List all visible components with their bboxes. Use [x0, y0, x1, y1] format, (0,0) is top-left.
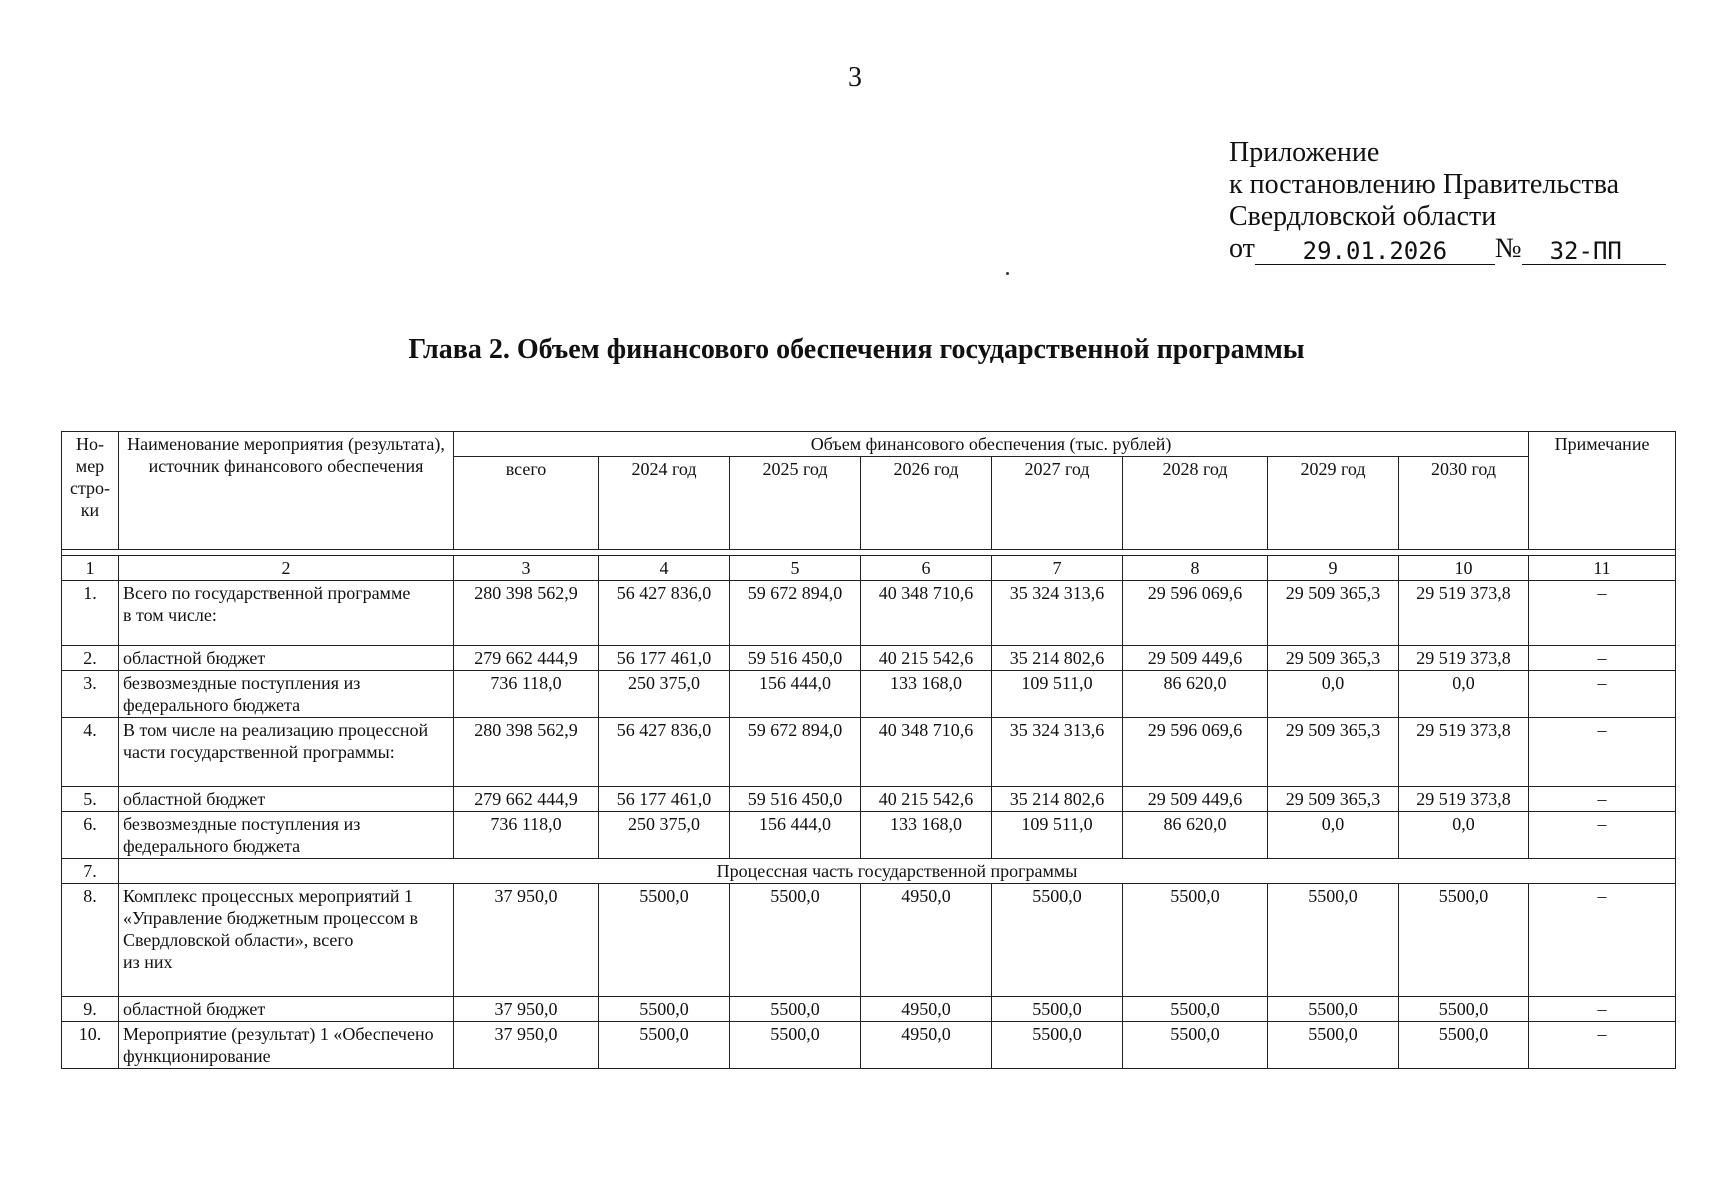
note-cell: –	[1529, 997, 1676, 1022]
value-cell: 56 177 461,0	[599, 787, 730, 812]
decree-number: 32-ПП	[1522, 238, 1666, 265]
section-title: Процессная часть государственной программы	[119, 859, 1676, 884]
value-cell: 59 516 450,0	[730, 787, 861, 812]
value-cell: 5500,0	[599, 884, 730, 997]
column-number: 9	[1268, 556, 1399, 581]
value-cell: 86 620,0	[1123, 671, 1268, 718]
value-cell: 156 444,0	[730, 812, 861, 859]
value-cell: 37 950,0	[454, 1022, 599, 1069]
value-cell: 29 509 449,6	[1123, 646, 1268, 671]
note-cell: –	[1529, 718, 1676, 787]
value-cell: 156 444,0	[730, 671, 861, 718]
header-2025: 2025 год	[730, 457, 861, 550]
value-cell: 35 324 313,6	[992, 718, 1123, 787]
row-name: Всего по государственной программе в том числе:	[119, 581, 454, 646]
row-number: 6.	[62, 812, 119, 859]
header-2026: 2026 год	[861, 457, 992, 550]
row-name: В том числе на реализацию процессной части государственной программы:	[119, 718, 454, 787]
value-cell: 59 672 894,0	[730, 718, 861, 787]
value-cell: 250 375,0	[599, 812, 730, 859]
value-cell: 5500,0	[1123, 997, 1268, 1022]
value-cell: 29 519 373,8	[1399, 787, 1529, 812]
header-row	[62, 432, 1676, 457]
value-cell: 5500,0	[599, 1022, 730, 1069]
value-cell: 5500,0	[1399, 1022, 1529, 1069]
column-number: 1	[62, 556, 119, 581]
value-cell: 280 398 562,9	[454, 581, 599, 646]
financing-table	[61, 431, 1676, 1069]
row-number: 4.	[62, 718, 119, 787]
note-cell: –	[1529, 1022, 1676, 1069]
column-number: 2	[119, 556, 454, 581]
number-label: №	[1494, 233, 1522, 264]
appendix-line1: Приложение	[1229, 137, 1380, 168]
value-cell: 29 519 373,8	[1399, 718, 1529, 787]
stray-dot	[1006, 272, 1009, 275]
value-cell: 133 168,0	[861, 812, 992, 859]
column-number: 10	[1399, 556, 1529, 581]
appendix-line3: Свердловской области	[1229, 201, 1497, 232]
value-cell: 109 511,0	[992, 812, 1123, 859]
value-cell: 40 348 710,6	[861, 718, 992, 787]
value-cell: 29 596 069,6	[1123, 718, 1268, 787]
value-cell: 5500,0	[1268, 884, 1399, 997]
value-cell: 56 427 836,0	[599, 718, 730, 787]
decree-date: 29.01.2026	[1255, 238, 1495, 265]
table-row	[62, 718, 1676, 787]
note-cell: –	[1529, 787, 1676, 812]
row-name: областной бюджет	[119, 646, 454, 671]
note-cell: –	[1529, 646, 1676, 671]
note-cell: –	[1529, 671, 1676, 718]
value-cell: 5500,0	[1123, 884, 1268, 997]
row-name: безвозмездные поступления из федерального бюджета	[119, 671, 454, 718]
column-number: 11	[1529, 556, 1676, 581]
column-number: 3	[454, 556, 599, 581]
value-cell: 86 620,0	[1123, 812, 1268, 859]
table-row	[62, 671, 1676, 718]
value-cell: 35 324 313,6	[992, 581, 1123, 646]
row-number: 2.	[62, 646, 119, 671]
value-cell: 280 398 562,9	[454, 718, 599, 787]
row-name: безвозмездные поступления из федерального бюджета	[119, 812, 454, 859]
table-row	[62, 581, 1676, 646]
value-cell: 5500,0	[730, 1022, 861, 1069]
appendix-block	[1229, 137, 1666, 265]
from-label: от	[1229, 233, 1255, 264]
value-cell: 29 509 365,3	[1268, 581, 1399, 646]
appendix-line2: к постановлению Правительства	[1229, 169, 1620, 200]
value-cell: 40 348 710,6	[861, 581, 992, 646]
note-cell: –	[1529, 884, 1676, 997]
section-row	[62, 859, 1676, 884]
value-cell: 5500,0	[730, 884, 861, 997]
header-row-number: Но- мер стро- ки	[62, 432, 119, 550]
table-row	[62, 1022, 1676, 1069]
row-number: 1.	[62, 581, 119, 646]
note-cell: –	[1529, 581, 1676, 646]
value-cell: 37 950,0	[454, 997, 599, 1022]
header-total: всего	[454, 457, 599, 550]
column-number: 7	[992, 556, 1123, 581]
value-cell: 109 511,0	[992, 671, 1123, 718]
value-cell: 56 177 461,0	[599, 646, 730, 671]
column-number: 6	[861, 556, 992, 581]
table-row	[62, 787, 1676, 812]
column-number-row	[62, 556, 1676, 581]
table-row	[62, 884, 1676, 997]
value-cell: 5500,0	[992, 884, 1123, 997]
header-note: Примечание	[1529, 432, 1676, 550]
value-cell: 59 516 450,0	[730, 646, 861, 671]
row-name: областной бюджет	[119, 997, 454, 1022]
header-2029: 2029 год	[1268, 457, 1399, 550]
row-number: 9.	[62, 997, 119, 1022]
header-2027: 2027 год	[992, 457, 1123, 550]
table-row	[62, 997, 1676, 1022]
value-cell: 0,0	[1399, 812, 1529, 859]
value-cell: 5500,0	[1123, 1022, 1268, 1069]
row-number: 3.	[62, 671, 119, 718]
value-cell: 29 519 373,8	[1399, 581, 1529, 646]
value-cell: 59 672 894,0	[730, 581, 861, 646]
row-name: Мероприятие (результат) 1 «Обеспечено функционирование	[119, 1022, 454, 1069]
header-2024: 2024 год	[599, 457, 730, 550]
value-cell: 4950,0	[861, 1022, 992, 1069]
row-number: 5.	[62, 787, 119, 812]
value-cell: 279 662 444,9	[454, 646, 599, 671]
value-cell: 29 509 365,3	[1268, 787, 1399, 812]
row-number: 10.	[62, 1022, 119, 1069]
value-cell: 5500,0	[1399, 997, 1529, 1022]
value-cell: 0,0	[1399, 671, 1529, 718]
header-name: Наименование мероприятия (результата), источник финансового обеспечения	[119, 432, 454, 550]
table-row	[62, 812, 1676, 859]
value-cell: 4950,0	[861, 997, 992, 1022]
value-cell: 29 596 069,6	[1123, 581, 1268, 646]
value-cell: 4950,0	[861, 884, 992, 997]
chapter-title: Глава 2. Объем финансового обеспечения государственной программы	[408, 334, 1305, 365]
note-cell: –	[1529, 812, 1676, 859]
value-cell: 29 509 365,3	[1268, 718, 1399, 787]
row-number: 7.	[62, 859, 119, 884]
row-name: Комплекс процессных мероприятий 1 «Управление бюджетным процессом в Свердловской области», всего из них	[119, 884, 454, 997]
page-number: 3	[848, 62, 862, 93]
column-number: 5	[730, 556, 861, 581]
table-row	[62, 646, 1676, 671]
appendix-date-line	[1229, 233, 1666, 265]
value-cell: 29 509 365,3	[1268, 646, 1399, 671]
value-cell: 37 950,0	[454, 884, 599, 997]
value-cell: 736 118,0	[454, 812, 599, 859]
value-cell: 250 375,0	[599, 671, 730, 718]
value-cell: 133 168,0	[861, 671, 992, 718]
value-cell: 5500,0	[992, 997, 1123, 1022]
value-cell: 5500,0	[1268, 997, 1399, 1022]
header-volume: Объем финансового обеспечения (тыс. рублей)	[454, 432, 1529, 457]
value-cell: 736 118,0	[454, 671, 599, 718]
value-cell: 29 519 373,8	[1399, 646, 1529, 671]
value-cell: 35 214 802,6	[992, 787, 1123, 812]
header-2028: 2028 год	[1123, 457, 1268, 550]
value-cell: 5500,0	[1268, 1022, 1399, 1069]
value-cell: 40 215 542,6	[861, 787, 992, 812]
value-cell: 40 215 542,6	[861, 646, 992, 671]
value-cell: 56 427 836,0	[599, 581, 730, 646]
value-cell: 0,0	[1268, 812, 1399, 859]
value-cell: 35 214 802,6	[992, 646, 1123, 671]
value-cell: 5500,0	[992, 1022, 1123, 1069]
value-cell: 0,0	[1268, 671, 1399, 718]
value-cell: 29 509 449,6	[1123, 787, 1268, 812]
value-cell: 279 662 444,9	[454, 787, 599, 812]
row-name: областной бюджет	[119, 787, 454, 812]
row-number: 8.	[62, 884, 119, 997]
column-number: 4	[599, 556, 730, 581]
header-2030: 2030 год	[1399, 457, 1529, 550]
value-cell: 5500,0	[730, 997, 861, 1022]
value-cell: 5500,0	[1399, 884, 1529, 997]
column-number: 8	[1123, 556, 1268, 581]
value-cell: 5500,0	[599, 997, 730, 1022]
